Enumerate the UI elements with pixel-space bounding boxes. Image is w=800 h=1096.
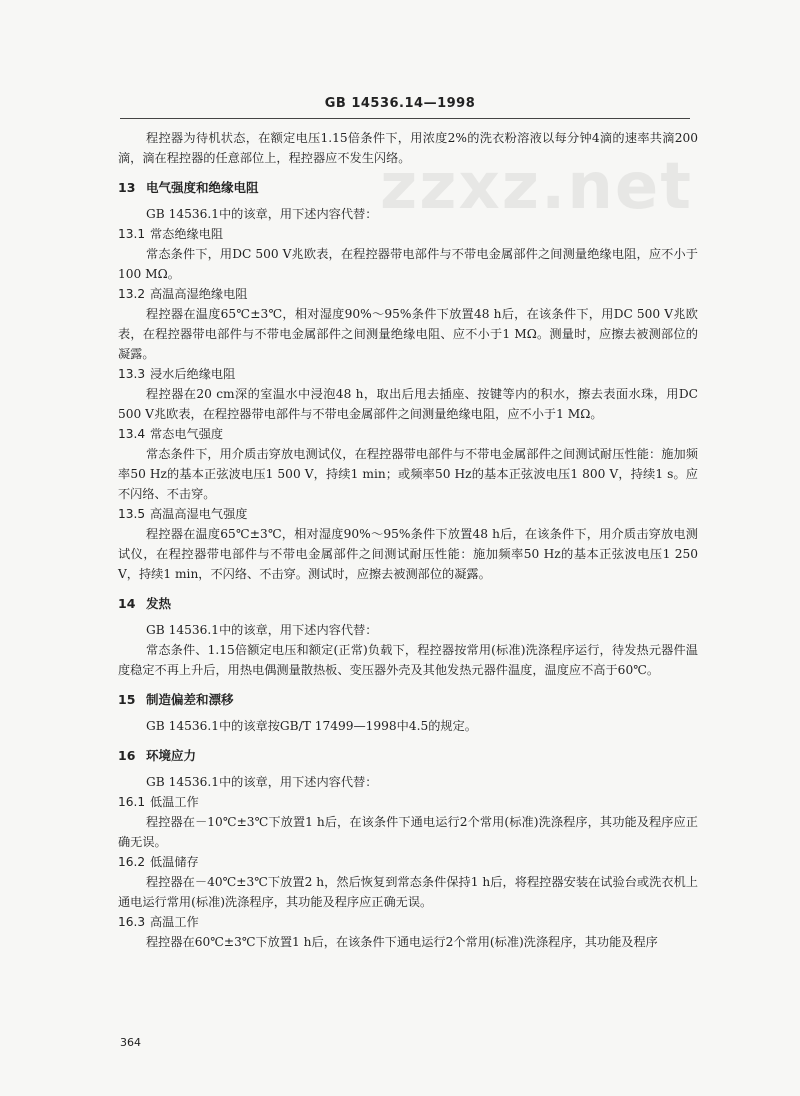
- subsection-number: 13.5: [118, 507, 146, 521]
- section-15-heading: [118, 690, 698, 710]
- subsection-16-1-text: 程控器在－10℃±3℃下放置1 h后，在该条件下通电运行2个常用(标准)洗涤程序，其功能及程序应正确无误。: [118, 815, 698, 849]
- subsection-title: 高温高湿电气强度: [150, 507, 248, 521]
- section-number: 15: [118, 692, 136, 707]
- subsection-13-1-text: 常态条件下，用DC 500 V兆欧表，在程控器带电部件与不带电金属部件之间测量绝缘电阻，应不小于100 MΩ。: [118, 247, 698, 281]
- subsection-title: 常态电气强度: [150, 427, 224, 441]
- section-title: 电气强度和绝缘电阻: [146, 180, 259, 195]
- section-14-text: 常态条件、1.15倍额定电压和额定(正常)负载下，程控器按常用(标准)洗涤程序运行，待发热元器件温度稳定不再上升后，用热电偶测量散热板、变压器外壳及其他发热元器件温度，温度应不高于60℃。: [118, 643, 698, 677]
- subsection-16-3-heading: [118, 912, 698, 932]
- subsection-16-2-heading: [118, 852, 698, 872]
- watermark: zzxz.net: [380, 150, 693, 224]
- subsection-title: 高温工作: [150, 915, 199, 929]
- section-15-text: GB 14536.1中的该章按GB/T 17499—1998中4.5的规定。: [146, 719, 477, 733]
- section-number: 16: [118, 748, 136, 763]
- section-title: 制造偏差和漂移: [146, 692, 234, 707]
- section-14-heading: [118, 594, 698, 614]
- subsection-title: 浸水后绝缘电阻: [150, 367, 236, 381]
- subsection-number: 13.2: [118, 287, 146, 301]
- section-13-heading: [118, 178, 698, 198]
- subsection-title: 高温高湿绝缘电阻: [150, 287, 248, 301]
- document-body: [118, 128, 698, 952]
- subsection-title: 常态绝缘电阻: [150, 227, 224, 241]
- subsection-number: 13.4: [118, 427, 146, 441]
- subsection-number: 16.1: [118, 795, 146, 809]
- subsection-16-2-text: 程控器在－40℃±3℃下放置2 h，然后恢复到常态条件保持1 h后，将程控器安装在试验台或洗衣机上通电运行常用(标准)洗涤程序，其功能及程序应正确无误。: [118, 875, 698, 909]
- section-title: 环境应力: [146, 748, 197, 763]
- subsection-number: 16.3: [118, 915, 146, 929]
- page-header: GB 14536.14—1998: [324, 96, 476, 111]
- subsection-13-1-heading: [118, 224, 698, 244]
- section-13-replace: GB 14536.1中的该章，用下述内容代替：: [146, 207, 378, 221]
- subsection-13-4-heading: [118, 424, 698, 444]
- section-title: 发热: [146, 596, 172, 611]
- subsection-16-1-heading: [118, 792, 698, 812]
- subsection-13-3-heading: [118, 364, 698, 384]
- header-rule: [120, 118, 690, 119]
- section-16-replace: GB 14536.1中的该章，用下述内容代替：: [146, 775, 378, 789]
- subsection-title: 低温储存: [150, 855, 199, 869]
- section-16-heading: [118, 746, 698, 766]
- subsection-13-5-heading: [118, 504, 698, 524]
- subsection-16-3-text: 程控器在60℃±3℃下放置1 h后，在该条件下通电运行2个常用(标准)洗涤程序，其功能及程序: [146, 935, 658, 949]
- subsection-13-2-text: 程控器在温度65℃±3℃，相对湿度90%～95%条件下放置48 h后，在该条件下，用DC 500 V兆欧表，在程控器带电部件与不带电金属部件之间测量绝缘电阻、应不小于1 MΩ。测量时，应擦去被测部位的凝露。: [118, 307, 698, 361]
- subsection-number: 13.1: [118, 227, 146, 241]
- page-number: 364: [120, 1036, 141, 1049]
- subsection-13-3-text: 程控器在20 cm深的室温水中浸泡48 h，取出后甩去插座、按键等内的积水，擦去表面水珠，用DC 500 V兆欧表，在程控器带电部件与不带电金属部件之间测量绝缘电阻，应不小于1 MΩ。: [118, 387, 698, 421]
- section-number: 13: [118, 180, 136, 195]
- section-number: 14: [118, 596, 136, 611]
- subsection-title: 低温工作: [150, 795, 199, 809]
- intro-paragraph: 程控器为待机状态，在额定电压1.15倍条件下，用浓度2%的洗衣粉溶液以每分钟4滴的速率共滴200滴，滴在程控器的任意部位上，程控器应不发生闪络。: [118, 131, 698, 165]
- subsection-13-2-heading: [118, 284, 698, 304]
- section-14-replace: GB 14536.1中的该章，用下述内容代替：: [146, 623, 378, 637]
- subsection-number: 16.2: [118, 855, 146, 869]
- subsection-13-5-text: 程控器在温度65℃±3℃，相对湿度90%～95%条件下放置48 h后，在该条件下，用介质击穿放电测试仪，在程控器带电部件与不带电金属部件之间测试耐压性能：施加频率50 Hz的基本正弦波电压1 250 V，持续1 min，不闪络、不击穿。测试时，应擦去被测部位的凝露。: [118, 527, 698, 581]
- subsection-number: 13.3: [118, 367, 146, 381]
- subsection-13-4-text: 常态条件下，用介质击穿放电测试仪，在程控器带电部件与不带电金属部件之间测试耐压性能：施加频率50 Hz的基本正弦波电压1 500 V，持续1 min；或频率50 Hz的基本正弦波电压1 800 V，持续1 s。应不闪络、不击穿。: [118, 447, 698, 501]
